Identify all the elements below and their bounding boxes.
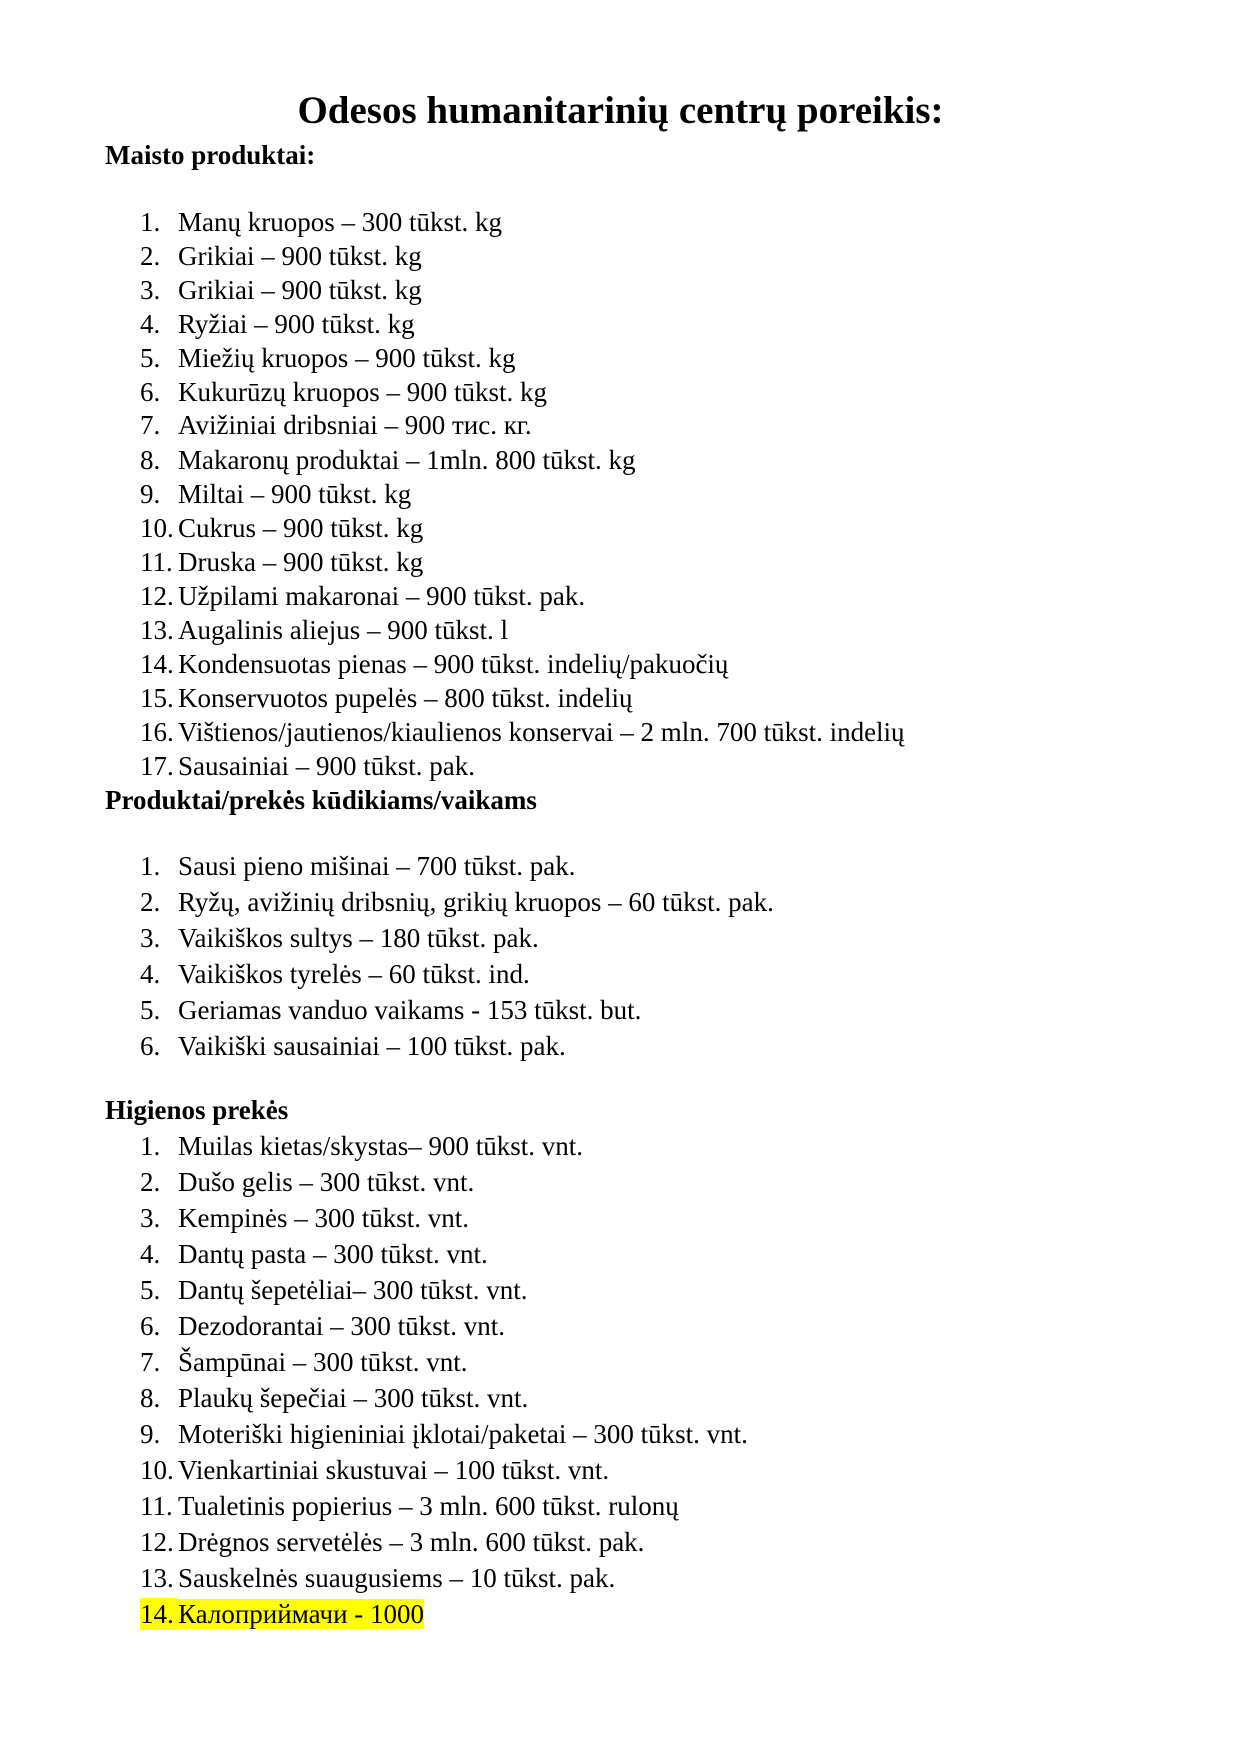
list-item-number: 14. bbox=[140, 649, 174, 679]
list-item-number: 3. bbox=[140, 275, 161, 305]
list-item-text: Ryžiai – 900 tūkst. kg bbox=[178, 309, 415, 339]
list-item bbox=[140, 648, 728, 680]
list-item bbox=[140, 1382, 528, 1414]
list-item-text: Plaukų šepečiai – 300 tūkst. vnt. bbox=[178, 1383, 529, 1413]
list-item-text: Vištienos/jautienos/kiaulienos konservai – 2 mln. 700 tūkst. indelių bbox=[178, 717, 905, 747]
list-item-text: Muilas kietas/skystas– 900 tūkst. vnt. bbox=[178, 1131, 583, 1161]
list-item bbox=[140, 1202, 469, 1234]
list-item-text: Drėgnos servetėlės – 3 mln. 600 tūkst. pak. bbox=[178, 1527, 645, 1557]
page-title: Odesos humanitarinių centrų poreikis: bbox=[297, 89, 944, 132]
list-item bbox=[140, 274, 422, 306]
list-item-text: Sausi pieno mišinai – 700 tūkst. pak. bbox=[178, 851, 576, 881]
list-item-text: Ryžų, avižinių dribsnių, grikių kruopos – 60 tūkst. pak. bbox=[178, 887, 774, 917]
list-item-text: Vaikiški sausainiai – 100 tūkst. pak. bbox=[178, 1031, 566, 1061]
list-item-text: Šampūnai – 300 tūkst. vnt. bbox=[178, 1347, 468, 1377]
list-item-text: Užpilami makaronai – 900 tūkst. pak. bbox=[178, 581, 586, 611]
list-item bbox=[140, 1310, 505, 1342]
list-item-number: 17. bbox=[140, 751, 174, 781]
list-item bbox=[140, 1166, 474, 1198]
list-item bbox=[140, 750, 475, 782]
list-item bbox=[140, 1454, 609, 1486]
list-item-text: Miltai – 900 tūkst. kg bbox=[178, 479, 412, 509]
list-item bbox=[140, 922, 539, 954]
list-item-number: 8. bbox=[140, 445, 161, 475]
list-item-number: 9. bbox=[140, 479, 161, 509]
list-item bbox=[140, 1526, 644, 1558]
list-item-text: Miežių kruopos – 900 tūkst. kg bbox=[178, 343, 516, 373]
list-item bbox=[140, 850, 576, 882]
list-item-number: 7. bbox=[140, 410, 161, 440]
list-item-text: Avižiniai dribsniai – 900 тис. кг. bbox=[178, 410, 532, 440]
list-item-text: Dezodorantai – 300 tūkst. vnt. bbox=[178, 1311, 505, 1341]
list-item bbox=[140, 716, 905, 748]
list-item bbox=[140, 1598, 424, 1630]
list-item-number: 6. bbox=[140, 377, 161, 407]
list-item-number: 13. bbox=[140, 1563, 174, 1593]
list-item-text: Vaikiškos sultys – 180 tūkst. pak. bbox=[178, 923, 539, 953]
list-item bbox=[140, 1238, 488, 1270]
list-item-number: 15. bbox=[140, 683, 174, 713]
list-item-text: Vaikiškos tyrelės – 60 tūkst. ind. bbox=[178, 959, 530, 989]
list-item-number: 6. bbox=[140, 1031, 161, 1061]
section-heading: Higienos prekės bbox=[105, 1095, 289, 1125]
list-item bbox=[140, 376, 547, 408]
list-item-number: 5. bbox=[140, 343, 161, 373]
list-item-number: 1. bbox=[140, 851, 161, 881]
list-item-text: Sauskelnės suaugusiems – 10 tūkst. pak. bbox=[178, 1563, 616, 1593]
list-item-number: 12. bbox=[140, 581, 174, 611]
list-item bbox=[140, 240, 422, 272]
list-item-number: 11. bbox=[140, 1491, 173, 1521]
list-item bbox=[140, 444, 635, 476]
list-item-number: 9. bbox=[140, 1419, 161, 1449]
list-item-text: Druska – 900 tūkst. kg bbox=[178, 547, 424, 577]
list-item bbox=[140, 886, 774, 918]
list-item-text: Vienkartiniai skustuvai – 100 tūkst. vnt. bbox=[178, 1455, 610, 1485]
list-item bbox=[140, 1562, 615, 1594]
list-item-text: Cukrus – 900 tūkst. kg bbox=[178, 513, 424, 543]
list-item-number: 2. bbox=[140, 887, 161, 917]
list-item-number: 1. bbox=[140, 1131, 161, 1161]
list-item-number: 6. bbox=[140, 1311, 161, 1341]
list-item-text: Dantų pasta – 300 tūkst. vnt. bbox=[178, 1239, 488, 1269]
list-item bbox=[140, 614, 508, 646]
list-item bbox=[140, 1130, 583, 1162]
list-item-text: Makaronų produktai – 1mln. 800 tūkst. kg bbox=[178, 445, 636, 475]
list-item-number: 2. bbox=[140, 241, 161, 271]
list-item-number: 4. bbox=[140, 959, 161, 989]
list-item bbox=[140, 958, 530, 990]
list-item bbox=[140, 1490, 679, 1522]
list-item bbox=[140, 1030, 566, 1062]
list-item-number: 4. bbox=[140, 309, 161, 339]
list-item-number: 3. bbox=[140, 1203, 161, 1233]
list-item bbox=[140, 512, 423, 544]
section-heading: Maisto produktai: bbox=[105, 140, 316, 170]
list-item-text: Grikiai – 900 tūkst. kg bbox=[178, 275, 422, 305]
list-item-text: Dantų šepetėliai– 300 tūkst. vnt. bbox=[178, 1275, 528, 1305]
list-item-number: 3. bbox=[140, 923, 161, 953]
list-item-text: Grikiai – 900 tūkst. kg bbox=[178, 241, 422, 271]
list-item-number: 8. bbox=[140, 1383, 161, 1413]
list-item bbox=[140, 342, 516, 374]
list-item-number: 10. bbox=[140, 1455, 174, 1485]
list-item-number: 11. bbox=[140, 547, 173, 577]
list-item-text: Moteriški higieniniai įklotai/paketai – 300 tūkst. vnt. bbox=[178, 1419, 748, 1449]
list-item-text: Калоприймачи - 1000 bbox=[178, 1599, 425, 1629]
list-item-number: 7. bbox=[140, 1347, 161, 1377]
list-item bbox=[140, 994, 641, 1026]
list-item-text: Kempinės – 300 tūkst. vnt. bbox=[178, 1203, 469, 1233]
list-item-text: Kukurūzų kruopos – 900 tūkst. kg bbox=[178, 377, 547, 407]
list-item-text: Konservuotos pupelės – 800 tūkst. indelių bbox=[178, 683, 633, 713]
list-item-text: Kondensuotas pienas – 900 tūkst. indelių/pakuočių bbox=[178, 649, 729, 679]
list-item-number: 13. bbox=[140, 615, 174, 645]
list-item bbox=[140, 478, 411, 510]
list-item-number: 2. bbox=[140, 1167, 161, 1197]
list-item-text: Augalinis aliejus – 900 tūkst. l bbox=[178, 615, 508, 645]
list-item bbox=[140, 206, 502, 238]
list-item-number: 16. bbox=[140, 717, 174, 747]
list-item-number: 14. bbox=[140, 1598, 178, 1630]
list-item bbox=[140, 1418, 748, 1450]
section-heading: Produktai/prekės kūdikiams/vaikams bbox=[105, 785, 537, 815]
list-item-number: 1. bbox=[140, 207, 161, 237]
list-item-text: Sausainiai – 900 tūkst. pak. bbox=[178, 751, 475, 781]
list-item-number: 12. bbox=[140, 1527, 174, 1557]
list-item bbox=[140, 308, 415, 340]
list-item bbox=[140, 580, 585, 612]
list-item-text: Manų kruopos – 300 tūkst. kg bbox=[178, 207, 502, 237]
list-item-text: Geriamas vanduo vaikams - 153 tūkst. but. bbox=[178, 995, 642, 1025]
list-item bbox=[140, 1346, 468, 1378]
list-item-number: 4. bbox=[140, 1239, 161, 1269]
list-item bbox=[140, 409, 532, 441]
list-item-number: 5. bbox=[140, 1275, 161, 1305]
list-item bbox=[140, 1274, 527, 1306]
list-item-number: 10. bbox=[140, 513, 174, 543]
list-item-text: Dušo gelis – 300 tūkst. vnt. bbox=[178, 1167, 475, 1197]
list-item-text: Tualetinis popierius – 3 mln. 600 tūkst. rulonų bbox=[178, 1491, 679, 1521]
list-item-number: 5. bbox=[140, 995, 161, 1025]
list-item bbox=[140, 682, 632, 714]
list-item bbox=[140, 546, 423, 578]
